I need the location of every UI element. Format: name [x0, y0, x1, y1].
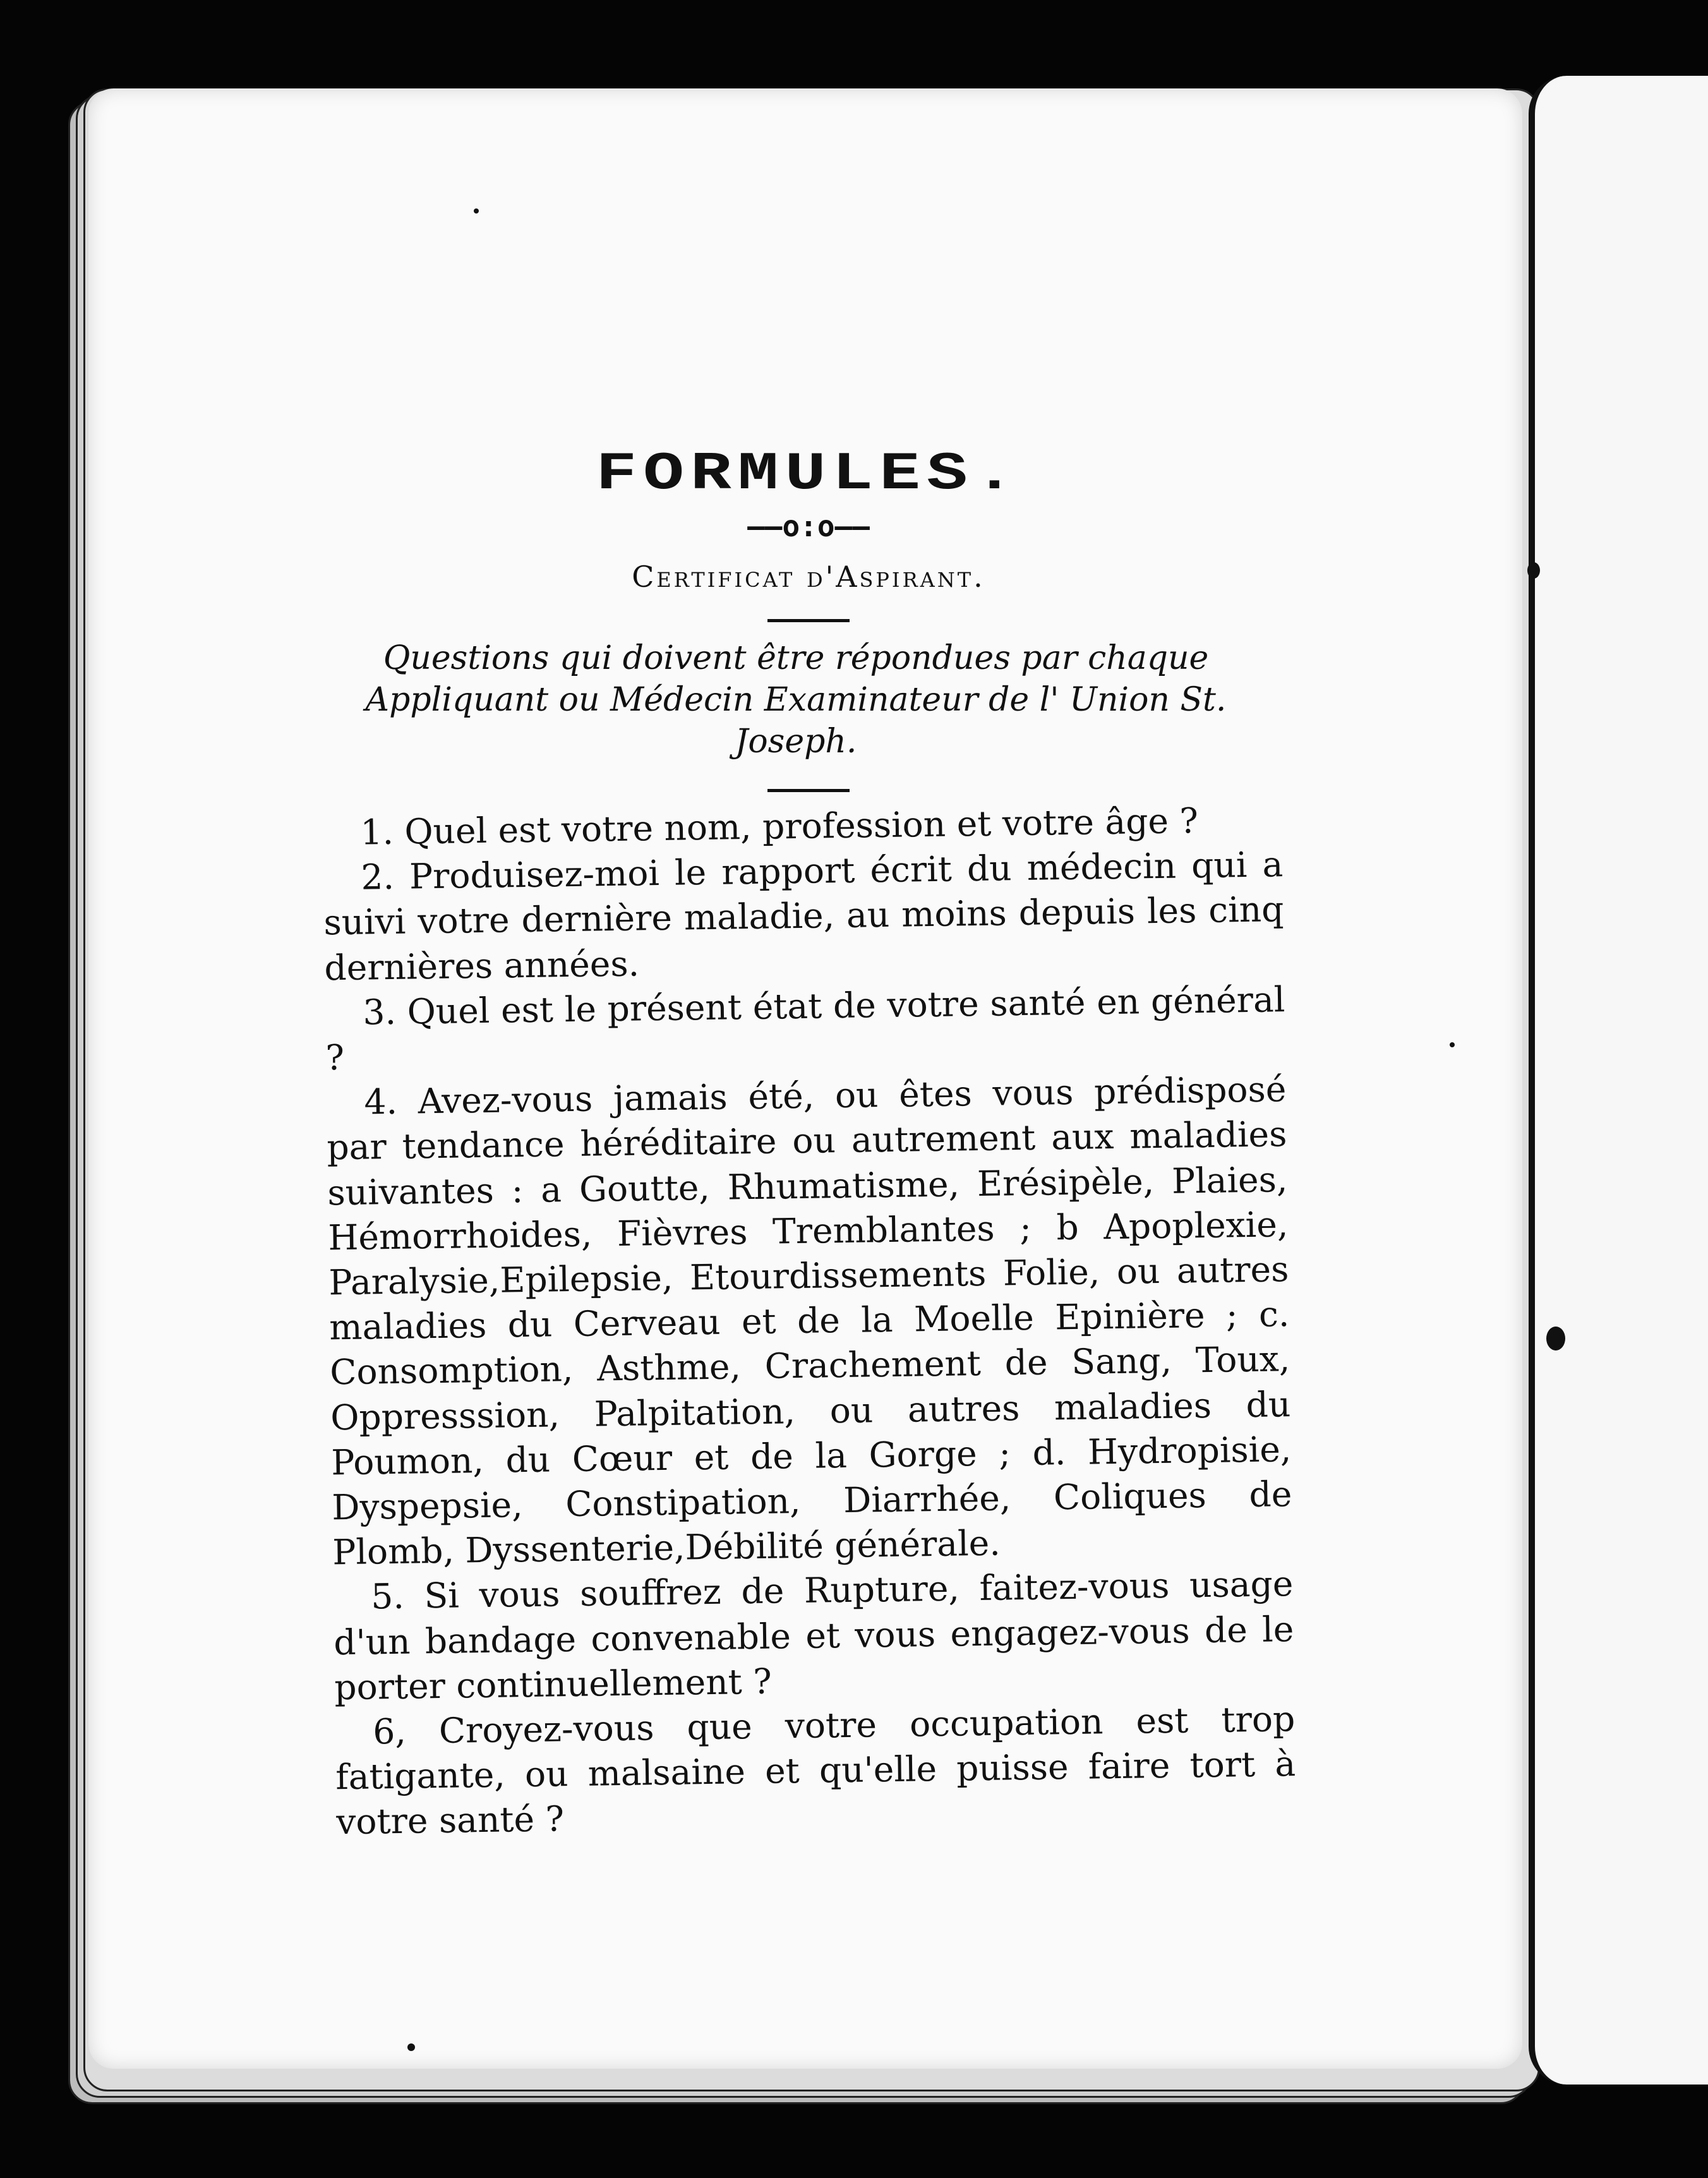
divider	[767, 619, 850, 622]
page-content	[297, 436, 1296, 1846]
facing-page	[1529, 76, 1708, 2085]
question-item: 3. Quel est le présent état de votre santé en général ?	[325, 979, 1285, 1078]
question-item: 6, Croyez-vous que votre occupation est trop fatigante, ou malsaine et qu'elle puisse faire tort à votre santé ?	[335, 1699, 1296, 1843]
speck	[1450, 1042, 1455, 1047]
speck	[407, 2043, 415, 2051]
binding-mark	[1546, 1327, 1565, 1351]
section-subtitle: Certificat d'Aspirant.	[632, 560, 985, 594]
questions-list	[297, 797, 1297, 1845]
binding-mark	[1527, 562, 1540, 579]
question-item: 1. Quel est votre nom, profession et votre âge ?	[360, 800, 1199, 853]
speck	[474, 208, 479, 214]
question-item: 5. Si vous souffrez de Rupture, faitez-vous usage d'un bandage convenable et vous engagez-vous de le porter continuellement ?	[333, 1563, 1294, 1708]
page-title: FORMULES.	[596, 444, 1021, 505]
divider	[767, 789, 850, 792]
question-item: 2. Produisez-moi le rapport écrit du médecin qui a suivi votre dernière maladie, au moins depuis les cinq dernières années.	[323, 844, 1284, 989]
intro-paragraph: Questions qui doivent être répondues par chaque Appliquant ou Médecin Examinateur de l' Union St. Joseph.	[365, 639, 1227, 761]
question-item: 4. Avez-vous jamais été, ou êtes vous prédisposé par tendance héréditaire ou autrement aux maladies suivantes : a Goutte, Rhumatisme, Erésipèle, Plaies, Hémorrhoides, Fièvres Tremblantes ; b Apoplexie, Paralysie,Epilepsie, Etourdissements Folie, ou autres maladies du Cerveau et de la Moelle Epinière ; c. Consomption, Asthme, Crachement de Sang, Toux, Oppresssion, Palpitation, ou autres maladies du Poumon, du Cœur et de la Gorge ; d. Hydropisie, Dyspepsie, Constipation, Diarrhée, Coliques de Plomb, Dyssenterie,Débilité générale.	[326, 1069, 1292, 1573]
title-ornament: ——o:o——	[747, 509, 870, 543]
